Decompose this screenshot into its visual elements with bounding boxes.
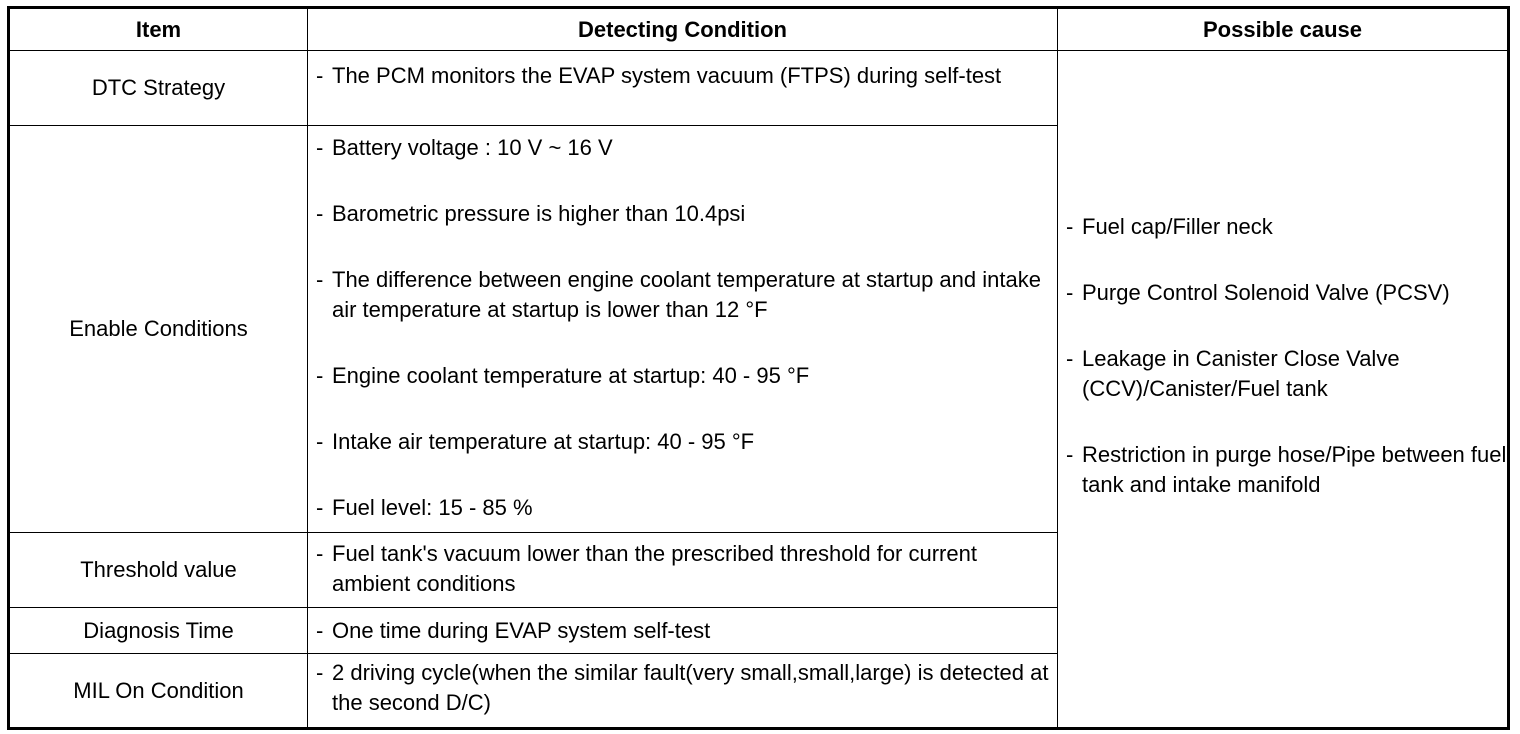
header-cause: Possible cause (1058, 8, 1509, 51)
cause-item: - Fuel cap/Filler neck (1064, 212, 1507, 242)
dtc-table (7, 6, 1510, 730)
item-cell: DTC Strategy (9, 51, 308, 126)
condition-text: - Intake air temperature at startup: 40 - 95 °F (314, 427, 1051, 457)
cause-item: - Leakage in Canister Close Valve (CCV)/Canister/Fuel tank (1064, 344, 1507, 404)
possible-cause-cell (1058, 51, 1509, 729)
condition-text: - The difference between engine coolant temperature at startup and intake air temperature at startup is lower than 12 °F (314, 265, 1051, 325)
condition-cell (308, 654, 1058, 729)
condition-text: - Battery voltage : 10 V ~ 16 V (314, 133, 1051, 163)
condition-text: - Fuel level: 15 - 85 % (314, 493, 1051, 523)
condition-cell (308, 51, 1058, 126)
item-cell: MIL On Condition (9, 654, 308, 729)
header-row (9, 8, 1509, 51)
item-cell: Enable Conditions (9, 126, 308, 533)
condition-text: - The PCM monitors the EVAP system vacuum (FTPS) during self-test (314, 61, 1051, 91)
table-row (9, 51, 1509, 126)
condition-text: - 2 driving cycle(when the similar fault(very small,small,large) is detected at the second D/C) (314, 658, 1051, 718)
condition-text: - Fuel tank's vacuum lower than the prescribed threshold for current ambient conditions (314, 539, 1051, 599)
condition-cell (308, 126, 1058, 533)
item-cell: Diagnosis Time (9, 608, 308, 654)
condition-cell (308, 608, 1058, 654)
condition-cell (308, 533, 1058, 608)
item-cell: Threshold value (9, 533, 308, 608)
condition-text: - Engine coolant temperature at startup: 40 - 95 °F (314, 361, 1051, 391)
condition-text: - One time during EVAP system self-test (314, 616, 1051, 646)
cause-item: - Purge Control Solenoid Valve (PCSV) (1064, 278, 1507, 308)
cause-item: - Restriction in purge hose/Pipe between fuel tank and intake manifold (1064, 440, 1507, 500)
header-condition: Detecting Condition (308, 8, 1058, 51)
condition-text: - Barometric pressure is higher than 10.4psi (314, 199, 1051, 229)
header-item: Item (9, 8, 308, 51)
